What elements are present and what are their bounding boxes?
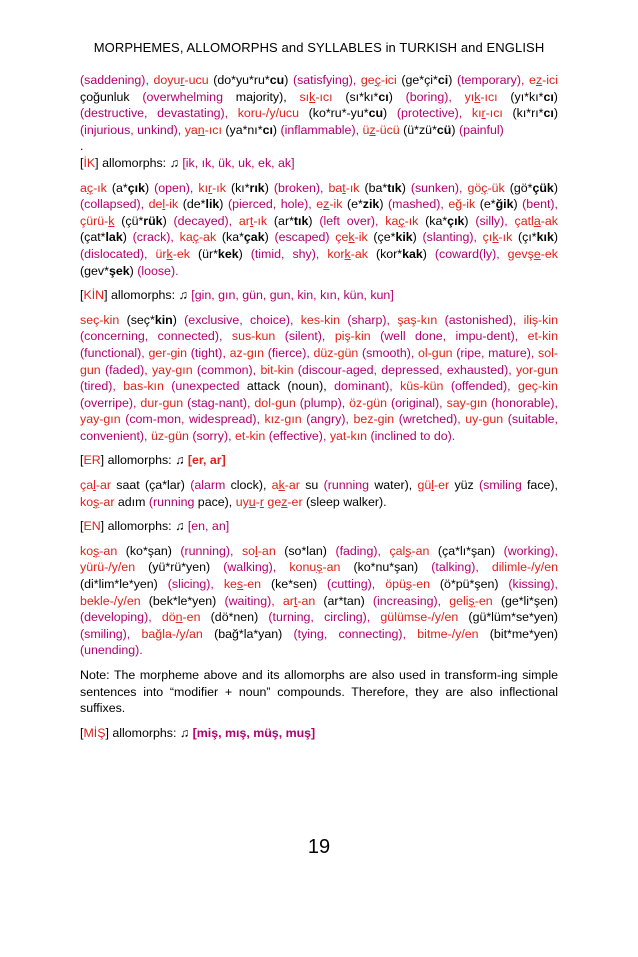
allomorph-label-ik: allomorphs: [98, 155, 167, 170]
music-note-icon: ♫ [176, 725, 193, 740]
allomorph-label-en: allomorphs: [104, 519, 172, 534]
paragraph-er: çal-ar saat (ça*lar) (alarm clock), ak-ar su (running water), gül-er yüz (smiling face), koş-ar adım (running pace), uyu-r gez-er (sleep walker). [80, 478, 558, 509]
music-note-icon: ♫ [171, 519, 188, 534]
allomorph-heading-kin: [KİN] allomorphs: ♫ [gin, gın, gün, gun, kin, kın, kün, kun] [80, 288, 394, 303]
music-note-icon: ♫ [171, 453, 188, 468]
forms-mis: [miş, mış, müş, muş] [192, 725, 316, 740]
paragraph-en: koş-an (ko*şan) (running), sol-an (so*lan) (fading), çalş-an (ça*lı*şan) (working), yürü-/y/en (yü*rü*yen) (walking), konuş-an (ko*nu*şan) (talking), dilimle-/y/en (di*lim*le*yen) (slicing), kes-en (ke*sen) (cutting), öpüş-en (ö*pü*şen) (kissing), bekle-/y/en (bek*le*yen) (waiting), art-an (ar*tan) (increasing), geliş-en (ge*li*şen) (developing), dön-en (dö*nen) (turning, circling), gülümse-/y/en (gü*lüm*se*yen) (smiling), bağla-/y/an (bağ*la*yan) (tying, connecting), bitme-/y/en (bit*me*yen) (unending). [80, 543, 558, 658]
page-body [80, 72, 558, 741]
allomorph-heading-en: [EN] allomorphs: ♫ [en, an] [80, 519, 230, 534]
forms-er: [er, ar] [187, 453, 226, 468]
paragraph-ik: aç-ık (a*çık) (open), kır-ık (kı*rık) (broken), bat-ık (ba*tık) (sunken), göç-ük (gö*çük) (collapsed), del-ik (de*lik) (pierced, hole), ez-ik (e*zik) (mashed), eğ-ik (e*ğik) (bent), çürü-k (çü*rük) (decayed), art-ık (ar*tık) (left over), kaç-ık (ka*çık) (silly), çatla-ak (çat*lak) (crack), kaç-ak (ka*çak) (escaped) çek-ik (çe*kik) (slanting), çık-ık (çı*kık) (dislocated), ürk-ek (ür*kek) (timid, shy), kork-ak (kor*kak) (coward(ly), gevşe-ek (gev*şek) (loose). [80, 180, 558, 278]
allomorph-label-er: allomorphs: [104, 453, 172, 468]
forms-kin: [gin, gın, gün, gun, kin, kın, kün, kun] [191, 288, 394, 303]
allomorph-heading-er: [ER] allomorphs: ♫ [er, ar] [80, 453, 226, 468]
note-paragraph: Note: The morpheme above and its allomorphs are also used in transform-ing simple sentences into “modifier + noun” compounds. Therefore, they are also inflectional suffixes. [80, 668, 558, 716]
forms-ik: [ik, ık, ük, uk, ek, ak] [182, 155, 295, 170]
morpheme-en: EN [83, 519, 101, 534]
morpheme-kin: KİN [83, 288, 105, 303]
allomorph-label-mis: allomorphs: [108, 725, 177, 740]
forms-en: [en, an] [187, 519, 230, 534]
paragraph-continued: (saddening), doyur-ucu (do*yu*ru*cu) (satisfying), geç-ici (ge*çi*ci) (temporary), ez-ici çoğunluk (overwhelming majority), sık-ıcı (sı*kı*cı) (boring), yık-ıcı (yı*kı*cı) (destructive, devastating), koru-/y/ucu (ko*ru*-yu*cu) (protective), kır-ıcı (kı*rı*cı) (injurious, unkind), yan-ıcı (ya*nı*cı) (inflammable), üz-ücü (ü*zü*cü) (painful) [80, 73, 558, 137]
dot-line: . [80, 139, 84, 154]
allomorph-label-kin: allomorphs: [107, 288, 176, 303]
running-header: MORPHEMES, ALLOMORPHS and SYLLABLES in TURKISH and ENGLISH [93, 40, 545, 55]
allomorph-heading-mis: [MİŞ] allomorphs: ♫ [miş, mış, müş, muş] [80, 725, 316, 740]
page-number: 19 [307, 836, 331, 858]
morpheme-ik: İK [83, 155, 96, 170]
music-note-icon: ♫ [175, 288, 192, 303]
morpheme-mis: MİŞ [83, 725, 106, 740]
paragraph-kin: seç-kin (seç*kin) (exclusive, choice), kes-kin (sharp), şaş-kın (astonished), iliş-kin (concerning, connected), sus-kun (silent), piş-kin (well done, impu-dent), et-kin (functional), ger-gin (tight), az-gın (fierce), düz-gün (smooth), ol-gun (ripe, mature), sol-gun (faded), yay-gın (common), bit-kin (discour-aged, depressed, exhausted), yor-gun (tired), bas-kın (unexpected attack (noun), dominant), küs-kün (offended), geç-kin (overripe), dur-gun (stag-nant), dol-gun (plump), öz-gün (original), say-gın (honorable), yay-gın (com-mon, widespread), kız-gın (angry), bez-gin (wretched), uy-gun (suitable, convenient), üz-gün (sorry), et-kin (effective), yat-kın (inclined to do). [80, 312, 558, 443]
morpheme-er: ER [83, 453, 101, 468]
allomorph-heading-ik: [İK] allomorphs: ♫ [ik, ık, ük, uk, ek, ak] [80, 155, 295, 170]
music-note-icon: ♫ [166, 155, 183, 170]
